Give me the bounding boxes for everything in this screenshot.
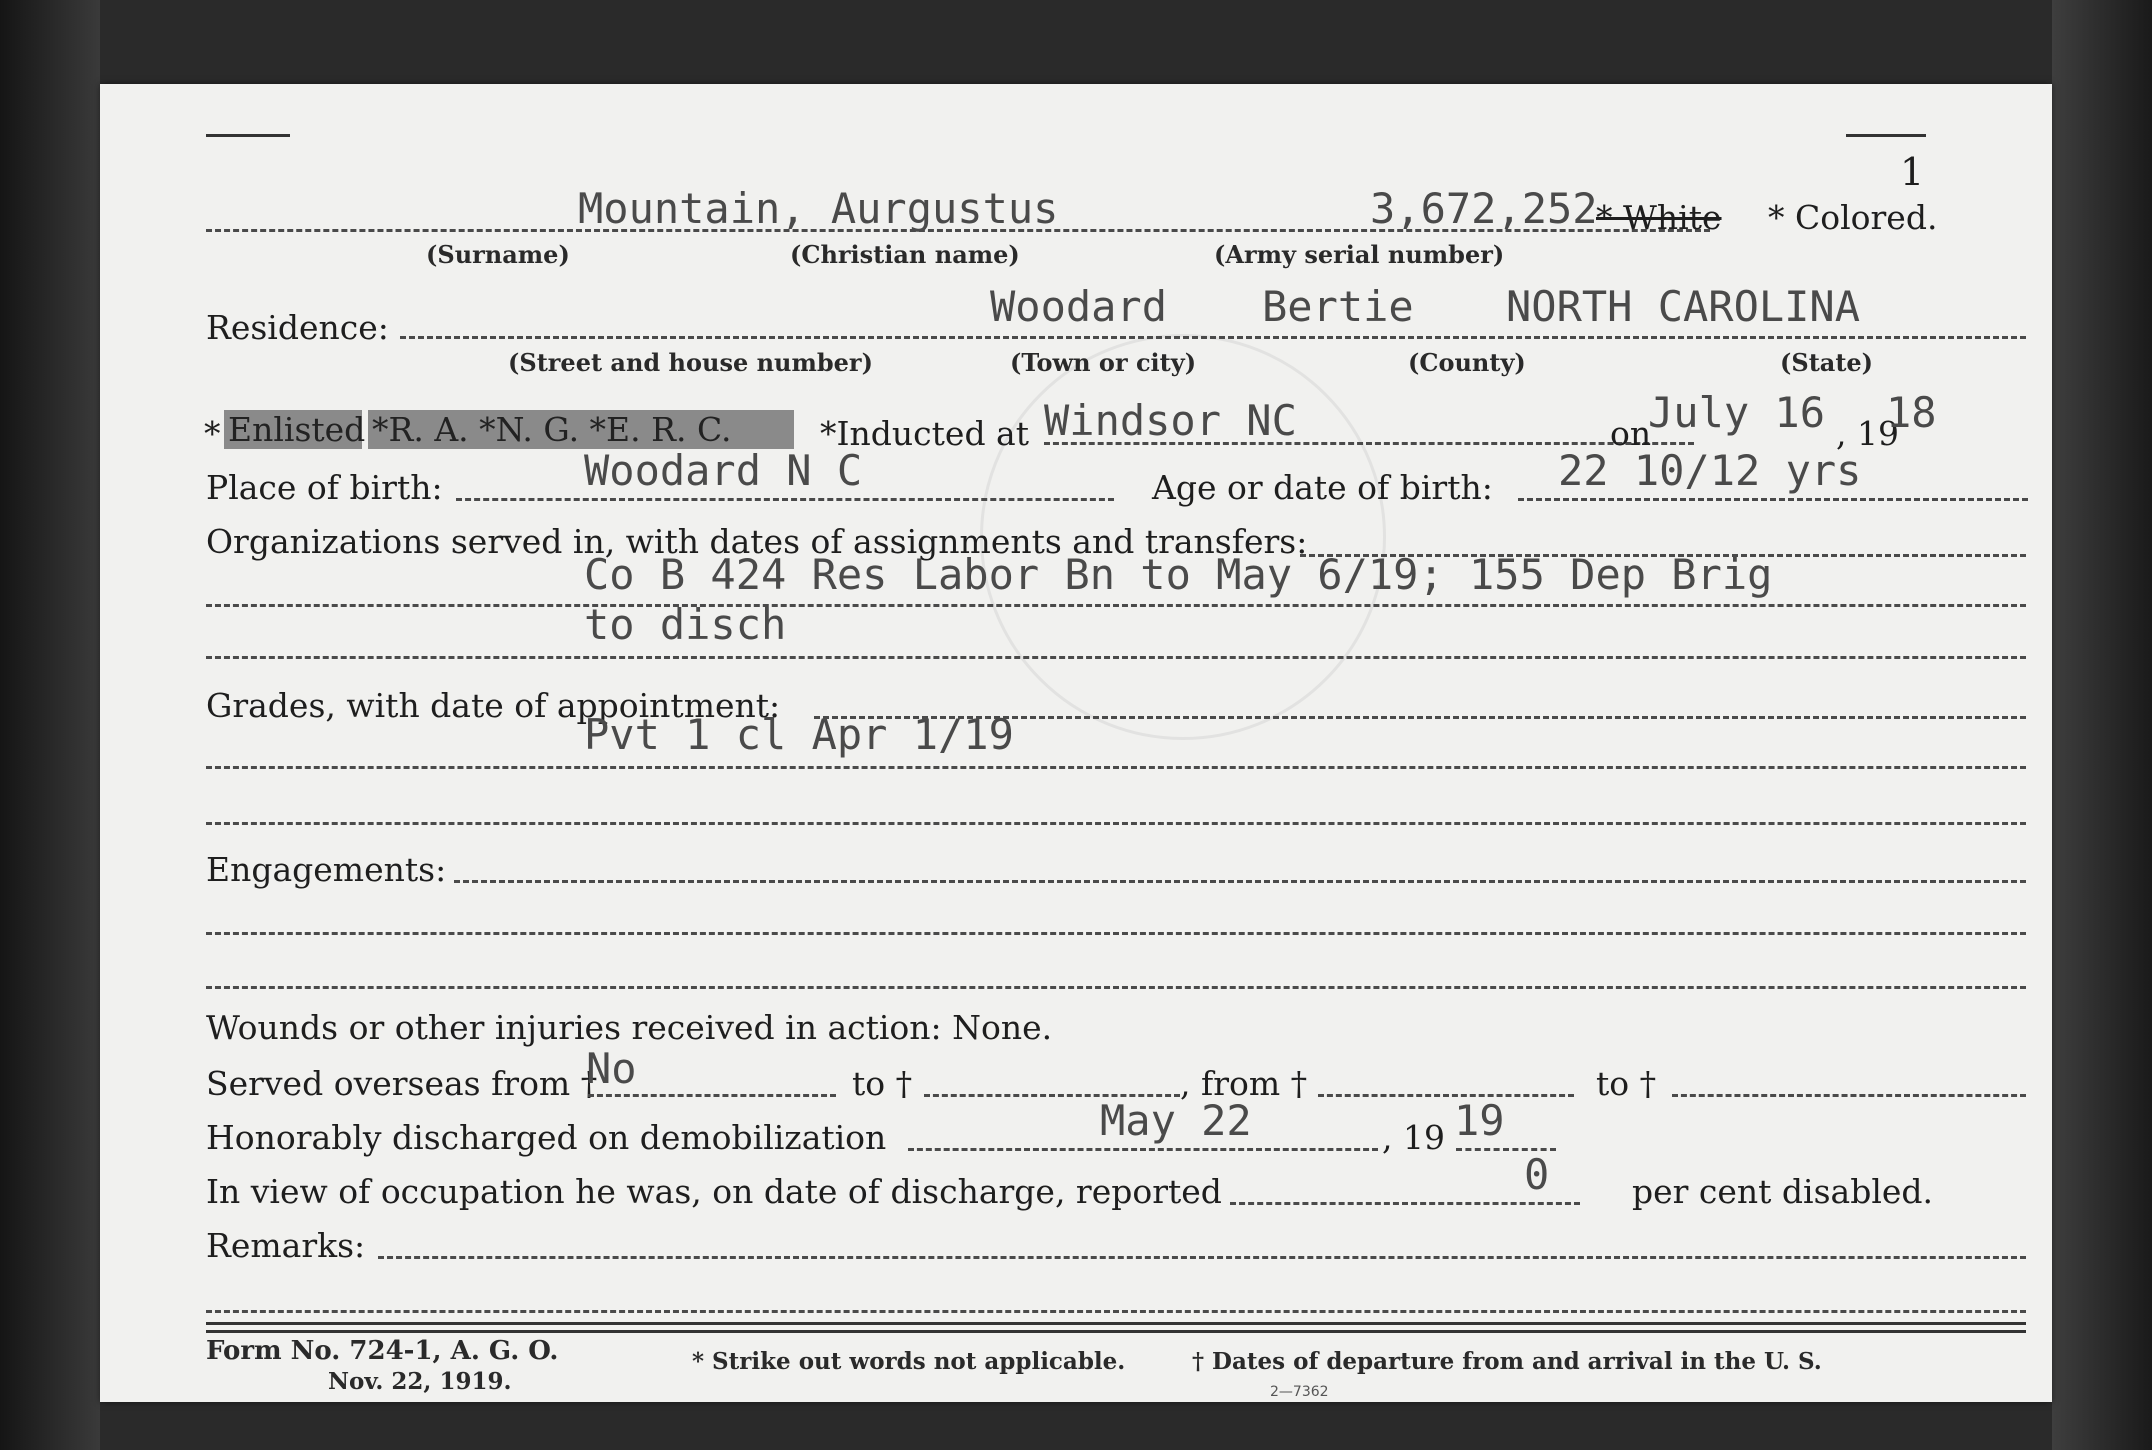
remarks-label: Remarks:	[206, 1226, 366, 1265]
form-date: Nov. 22, 1919.	[328, 1368, 512, 1395]
name-value: Mountain, Aurgustus	[578, 184, 1059, 233]
grades-rule-1	[206, 766, 2026, 769]
caption-town: (Town or city)	[1010, 348, 1197, 377]
overseas-label: Served overseas from †	[206, 1064, 598, 1103]
disability-suffix: per cent disabled.	[1632, 1172, 1934, 1211]
overseas-from2-label: , from †	[1180, 1064, 1308, 1103]
overseas-to2-label: to †	[1596, 1064, 1657, 1103]
engagements-line-0	[454, 880, 2026, 883]
induction-date: July 16	[1648, 388, 1826, 437]
race-white-struck: * White	[1596, 198, 1722, 237]
overseas-from2-line	[1318, 1094, 1574, 1097]
residence-state: NORTH CAROLINA	[1506, 282, 1861, 331]
discharge-year-suffix: 19	[1454, 1096, 1505, 1145]
card-number: 1	[1900, 150, 1925, 194]
organizations-rule-1	[206, 604, 2026, 607]
form-number: Form No. 724-1, A. G. O.	[206, 1336, 559, 1366]
name-line	[206, 229, 1710, 232]
age-line	[1518, 498, 2028, 501]
race-colored: * Colored.	[1768, 198, 1938, 237]
on-label: on	[1610, 414, 1652, 453]
print-code: 2—7362	[1270, 1384, 1329, 1400]
discharge-date: May 22	[1100, 1096, 1252, 1145]
remarks-line-0	[378, 1256, 2026, 1259]
top-right-rule	[1846, 134, 1926, 137]
caption-state: (State)	[1780, 348, 1874, 377]
caption-serial-number: (Army serial number)	[1214, 240, 1505, 269]
age-value: 22 10/12 yrs	[1558, 446, 1862, 495]
discharge-year-prefix: , 19	[1382, 1118, 1445, 1157]
note-dates: † Dates of departure from and arrival in the U. S.	[1192, 1348, 1822, 1375]
organizations-rule-2	[206, 656, 2026, 659]
residence-label: Residence:	[206, 308, 389, 347]
organizations-line-1: Co B 424 Res Labor Bn to May 6/19; 155 Dep Brig	[584, 550, 1773, 599]
footer-rule-2	[206, 1330, 2026, 1333]
enlisted-highlighted: Enlisted	[224, 410, 362, 449]
wounds-text: Wounds or other injuries received in action: None.	[206, 1008, 1053, 1047]
birthplace-line	[456, 498, 1114, 501]
caption-christian-name: (Christian name)	[790, 240, 1020, 269]
age-label: Age or date of birth:	[1152, 468, 1493, 507]
caption-surname: (Surname)	[426, 240, 570, 269]
grades-label: Grades, with date of appointment:	[206, 686, 781, 725]
engagements-rule-1	[206, 932, 2026, 935]
overseas-from-line	[588, 1094, 836, 1097]
footer-rule-1	[206, 1322, 2026, 1325]
scan-border-left	[0, 0, 100, 1450]
birthplace-value: Woodard N C	[584, 446, 863, 495]
remarks-rule-1	[206, 1310, 2026, 1313]
disability-label: In view of occupation he was, on date of discharge, reported	[206, 1172, 1222, 1211]
residence-county: Bertie	[1262, 282, 1414, 331]
scan-border-right	[2052, 0, 2152, 1450]
residence-town: Woodard	[990, 282, 1168, 331]
birthplace-label: Place of birth:	[206, 468, 443, 507]
service-record-card	[100, 84, 2052, 1402]
overseas-to-label: to †	[852, 1064, 913, 1103]
grades-value: Pvt 1 cl Apr 1/19	[584, 710, 1014, 759]
engagements-rule-2	[206, 986, 2026, 989]
disability-line	[1230, 1202, 1580, 1205]
residence-line	[400, 336, 2026, 339]
caption-street: (Street and house number)	[508, 348, 873, 377]
inducted-label: *Inducted at	[820, 414, 1029, 453]
overseas-from-value: No	[586, 1044, 637, 1093]
grades-rule-2	[206, 822, 2026, 825]
overseas-to2-line	[1672, 1094, 2026, 1097]
organizations-label: Organizations served in, with dates of assignments and transfers:	[206, 522, 1308, 561]
discharge-line	[908, 1148, 1378, 1151]
engagements-label: Engagements:	[206, 850, 447, 889]
inducted-place: Windsor NC	[1044, 396, 1297, 445]
note-strike-out: * Strike out words not applicable.	[692, 1348, 1126, 1375]
organizations-line-2: to disch	[584, 600, 787, 649]
induction-year-prefix: , 19	[1836, 414, 1899, 453]
serial-value: 3,672,252	[1370, 184, 1598, 233]
top-left-rule	[206, 134, 290, 137]
discharge-label: Honorably discharged on demobilization	[206, 1118, 887, 1157]
disability-value: 0	[1524, 1150, 1550, 1199]
induction-year-suffix: 18	[1886, 388, 1937, 437]
inducted-line	[1044, 442, 1694, 445]
enlistment-options-highlighted: *R. A. *N. G. *E. R. C.	[368, 410, 794, 449]
enlistment-star: *	[204, 414, 221, 453]
caption-county: (County)	[1408, 348, 1526, 377]
